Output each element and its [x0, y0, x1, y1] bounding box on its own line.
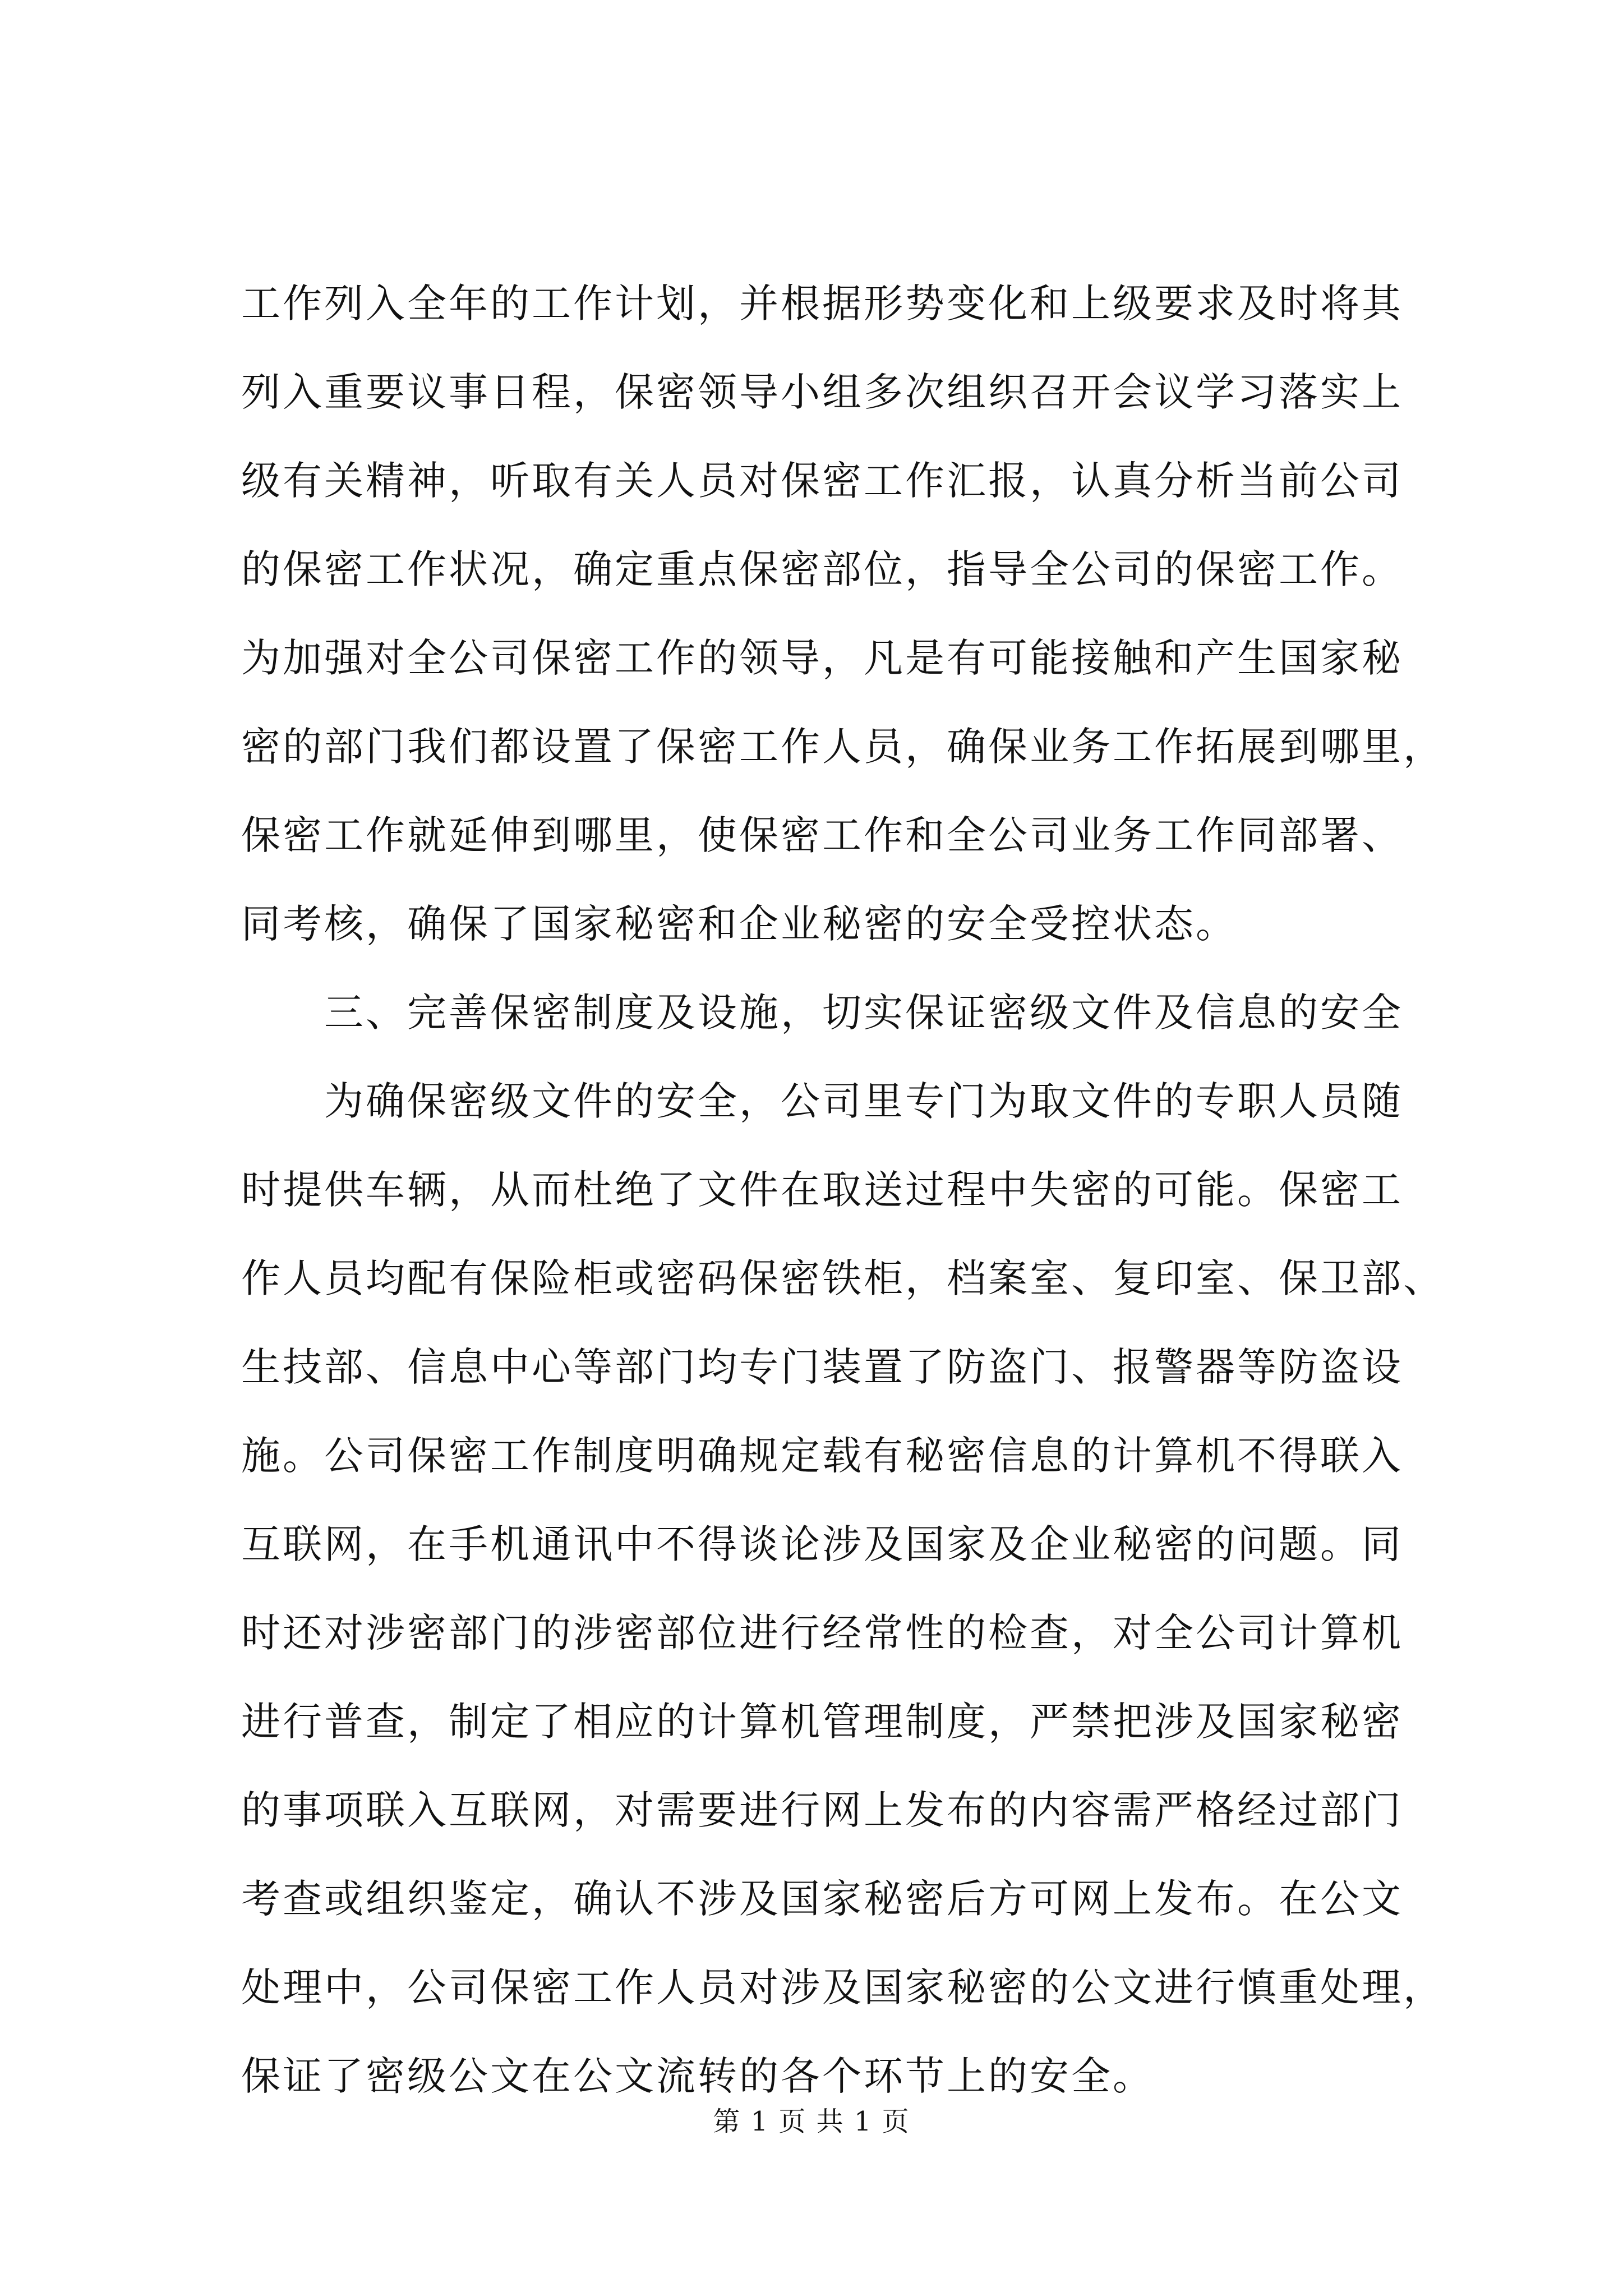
body-line: 施。公司保密工作制度明确规定载有秘密信息的计算机不得联入 — [241, 1433, 1403, 1479]
body-line: 考查或组织鉴定，确认不涉及国家秘密后方可网上发布。在公文 — [241, 1876, 1403, 1922]
body-line: 保证了密级公文在公文流转的各个环节上的安全。 — [241, 2053, 1154, 2099]
body-line: 作人员均配有保险柜或密码保密铁柜，档案室、复印室、保卫部、 — [241, 1255, 1445, 1301]
body-line: 工作列入全年的工作计划，并根据形势变化和上级要求及时将其 — [241, 280, 1403, 326]
body-line: 处理中，公司保密工作人员对涉及国家秘密的公文进行慎重处理， — [241, 1964, 1445, 2010]
page-footer — [0, 2105, 1623, 2138]
body-line: 进行普查，制定了相应的计算机管理制度，严禁把涉及国家秘密 — [241, 1699, 1403, 1745]
body-line: 级有关精神，听取有关人员对保密工作汇报，认真分析当前公司 — [241, 458, 1403, 504]
body-line: 的事项联入互联网，对需要进行网上发布的内容需严格经过部门 — [241, 1787, 1403, 1833]
body-line: 时提供车辆，从而杜绝了文件在取送过程中失密的可能。保密工 — [241, 1167, 1403, 1213]
body-line: 时还对涉密部门的涉密部位进行经常性的检查，对全公司计算机 — [241, 1610, 1403, 1656]
section-heading: 三、完善保密制度及设施，切实保证密级文件及信息的安全 — [324, 990, 1403, 1036]
body-line: 的保密工作状况，确定重点保密部位，指导全公司的保密工作。 — [241, 546, 1403, 592]
body-line: 生技部、信息中心等部门均专门装置了防盗门、报警器等防盗设 — [241, 1344, 1403, 1390]
body-line: 列入重要议事日程，保密领导小组多次组织召开会议学习落实上 — [241, 369, 1403, 415]
body-line: 为加强对全公司保密工作的领导，凡是有可能接触和产生国家秘 — [241, 635, 1403, 681]
body-line: 互联网，在手机通讯中不得谈论涉及国家及企业秘密的问题。同 — [241, 1521, 1403, 1567]
document-body — [241, 259, 1445, 2120]
paragraph-first-line: 为确保密级文件的安全，公司里专门为取文件的专职人员随 — [324, 1078, 1403, 1124]
body-line: 同考核，确保了国家秘密和企业秘密的安全受控状态。 — [241, 901, 1237, 947]
body-line: 保密工作就延伸到哪里，使保密工作和全公司业务工作同部署、 — [241, 812, 1403, 858]
body-line: 密的部门我们都设置了保密工作人员，确保业务工作拓展到哪里， — [241, 724, 1445, 770]
page-number-label: 第 1 页 共 1 页 — [713, 2106, 910, 2137]
